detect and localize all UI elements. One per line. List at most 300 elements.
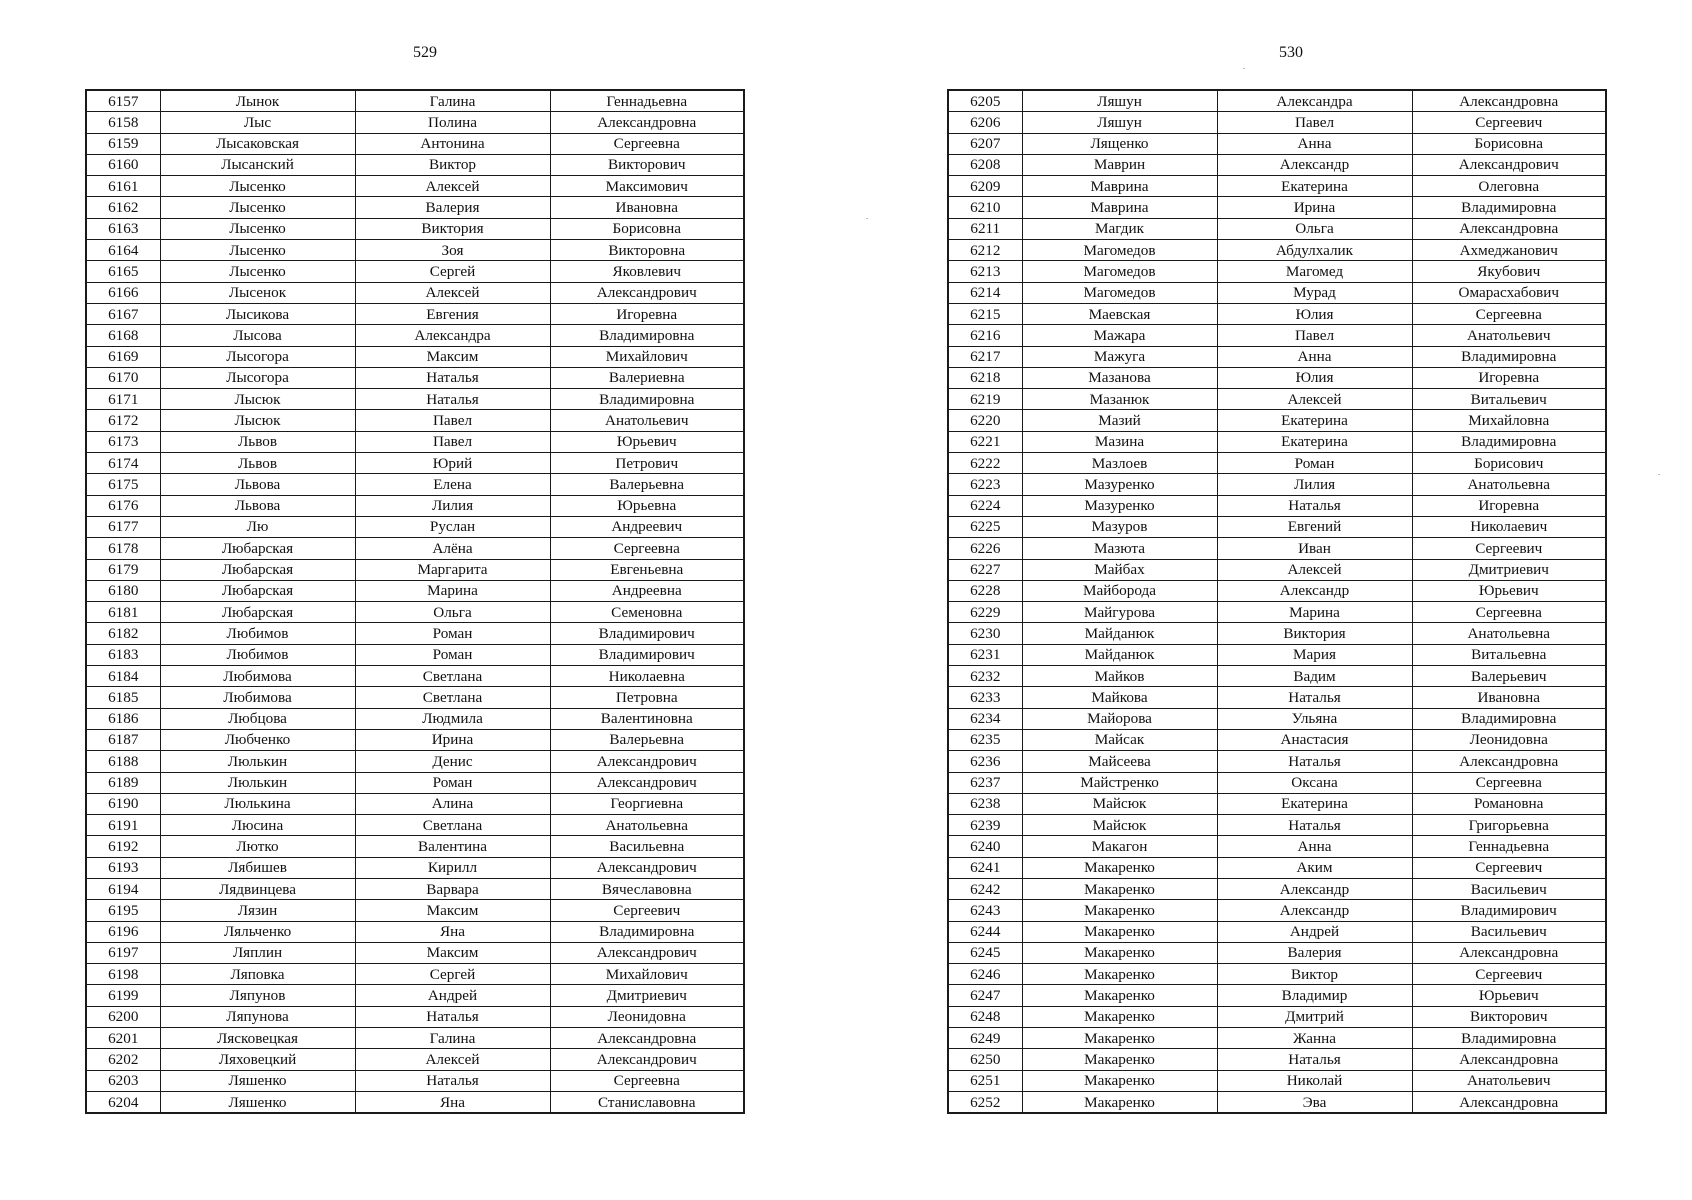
table-row xyxy=(948,815,1606,836)
patronymic-cell: Игоревна xyxy=(550,303,744,324)
last-name-cell: Лысикова xyxy=(160,303,355,324)
first-name-cell: Лилия xyxy=(1217,474,1412,495)
last-name-cell: Макаренко xyxy=(1022,1091,1217,1113)
patronymic-cell: Яковлевич xyxy=(550,261,744,282)
last-name-cell: Лябишев xyxy=(160,857,355,878)
patronymic-cell: Сергеевна xyxy=(550,538,744,559)
page-number-left: 529 xyxy=(413,44,437,61)
record-number-cell: 6219 xyxy=(948,389,1022,410)
patronymic-cell: Александровна xyxy=(1412,218,1606,239)
record-number-cell: 6249 xyxy=(948,1028,1022,1049)
first-name-cell: Яна xyxy=(355,1091,550,1113)
first-name-cell: Лилия xyxy=(355,495,550,516)
patronymic-cell: Петровна xyxy=(550,687,744,708)
table-row xyxy=(948,282,1606,303)
table-row xyxy=(948,644,1606,665)
table-row xyxy=(86,942,744,963)
record-number-cell: 6247 xyxy=(948,985,1022,1006)
last-name-cell: Любченко xyxy=(160,729,355,750)
first-name-cell: Сергей xyxy=(355,964,550,985)
patronymic-cell: Семеновна xyxy=(550,602,744,623)
patronymic-cell: Андреевна xyxy=(550,580,744,601)
record-number-cell: 6170 xyxy=(86,367,160,388)
last-name-cell: Ляховецкий xyxy=(160,1049,355,1070)
record-number-cell: 6242 xyxy=(948,878,1022,899)
table-row xyxy=(948,751,1606,772)
first-name-cell: Алексей xyxy=(1217,389,1412,410)
table-row xyxy=(86,431,744,452)
table-row xyxy=(86,751,744,772)
first-name-cell: Максим xyxy=(355,900,550,921)
last-name-cell: Лысенко xyxy=(160,218,355,239)
first-name-cell: Наталья xyxy=(355,389,550,410)
patronymic-cell: Витальевна xyxy=(1412,644,1606,665)
table-row xyxy=(948,921,1606,942)
patronymic-cell: Владимировна xyxy=(1412,708,1606,729)
patronymic-cell: Владимирович xyxy=(1412,900,1606,921)
first-name-cell: Ульяна xyxy=(1217,708,1412,729)
record-number-cell: 6186 xyxy=(86,708,160,729)
record-number-cell: 6179 xyxy=(86,559,160,580)
record-number-cell: 6246 xyxy=(948,964,1022,985)
table-row xyxy=(86,240,744,261)
patronymic-cell: Сергеевна xyxy=(550,133,744,154)
patronymic-cell: Викторович xyxy=(550,154,744,175)
first-name-cell: Наталья xyxy=(355,367,550,388)
table-row xyxy=(86,367,744,388)
table-row xyxy=(948,836,1606,857)
patronymic-cell: Александровна xyxy=(1412,1049,1606,1070)
record-number-cell: 6234 xyxy=(948,708,1022,729)
last-name-cell: Лысова xyxy=(160,325,355,346)
record-number-cell: 6202 xyxy=(86,1049,160,1070)
first-name-cell: Наталья xyxy=(355,1006,550,1027)
patronymic-cell: Сергеевна xyxy=(1412,602,1606,623)
first-name-cell: Павел xyxy=(1217,325,1412,346)
table-row xyxy=(948,1070,1606,1091)
first-name-cell: Валерия xyxy=(1217,942,1412,963)
record-number-cell: 6237 xyxy=(948,772,1022,793)
table-row xyxy=(948,772,1606,793)
record-number-cell: 6166 xyxy=(86,282,160,303)
patronymic-cell: Дмитриевич xyxy=(1412,559,1606,580)
table-row xyxy=(948,900,1606,921)
record-number-cell: 6167 xyxy=(86,303,160,324)
table-row xyxy=(948,1028,1606,1049)
first-name-cell: Виктор xyxy=(355,154,550,175)
last-name-cell: Любцова xyxy=(160,708,355,729)
patronymic-cell: Васильевна xyxy=(550,836,744,857)
record-number-cell: 6229 xyxy=(948,602,1022,623)
first-name-cell: Алексей xyxy=(1217,559,1412,580)
first-name-cell: Екатерина xyxy=(1217,793,1412,814)
record-number-cell: 6159 xyxy=(86,133,160,154)
table-row xyxy=(948,346,1606,367)
record-number-cell: 6162 xyxy=(86,197,160,218)
last-name-cell: Лынок xyxy=(160,90,355,112)
record-number-cell: 6188 xyxy=(86,751,160,772)
first-name-cell: Маргарита xyxy=(355,559,550,580)
patronymic-cell: Васильевич xyxy=(1412,921,1606,942)
patronymic-cell: Владимировна xyxy=(550,389,744,410)
last-name-cell: Макаренко xyxy=(1022,900,1217,921)
first-name-cell: Александра xyxy=(1217,90,1412,112)
record-number-cell: 6252 xyxy=(948,1091,1022,1113)
record-number-cell: 6168 xyxy=(86,325,160,346)
last-name-cell: Майданюк xyxy=(1022,644,1217,665)
first-name-cell: Антонина xyxy=(355,133,550,154)
table-row xyxy=(86,516,744,537)
last-name-cell: Магомедов xyxy=(1022,282,1217,303)
record-number-cell: 6194 xyxy=(86,878,160,899)
last-name-cell: Майбах xyxy=(1022,559,1217,580)
patronymic-cell: Анатольевич xyxy=(1412,325,1606,346)
record-number-cell: 6217 xyxy=(948,346,1022,367)
first-name-cell: Мария xyxy=(1217,644,1412,665)
first-name-cell: Полина xyxy=(355,112,550,133)
table-row xyxy=(948,176,1606,197)
table-row xyxy=(86,985,744,1006)
last-name-cell: Майборода xyxy=(1022,580,1217,601)
last-name-cell: Лютко xyxy=(160,836,355,857)
table-row xyxy=(948,218,1606,239)
first-name-cell: Алёна xyxy=(355,538,550,559)
record-number-cell: 6173 xyxy=(86,431,160,452)
table-row xyxy=(86,261,744,282)
patronymic-cell: Сергеевич xyxy=(1412,964,1606,985)
patronymic-cell: Григорьевна xyxy=(1412,815,1606,836)
last-name-cell: Львов xyxy=(160,453,355,474)
table-row xyxy=(86,176,744,197)
first-name-cell: Магомед xyxy=(1217,261,1412,282)
record-number-cell: 6177 xyxy=(86,516,160,537)
record-number-cell: 6191 xyxy=(86,815,160,836)
patronymic-cell: Александровна xyxy=(1412,1091,1606,1113)
last-name-cell: Любимов xyxy=(160,623,355,644)
table-row xyxy=(948,1006,1606,1027)
last-name-cell: Ляшенко xyxy=(160,1091,355,1113)
patronymic-cell: Сергеевна xyxy=(550,1070,744,1091)
table-row xyxy=(948,516,1606,537)
patronymic-cell: Борисовна xyxy=(550,218,744,239)
first-name-cell: Галина xyxy=(355,1028,550,1049)
last-name-cell: Ляпунова xyxy=(160,1006,355,1027)
record-number-cell: 6227 xyxy=(948,559,1022,580)
last-name-cell: Ляльченко xyxy=(160,921,355,942)
scan-speck xyxy=(866,218,868,219)
record-number-cell: 6251 xyxy=(948,1070,1022,1091)
patronymic-cell: Анатольевна xyxy=(1412,474,1606,495)
table-row xyxy=(86,602,744,623)
table-row xyxy=(86,538,744,559)
last-name-cell: Макаренко xyxy=(1022,921,1217,942)
first-name-cell: Ирина xyxy=(1217,197,1412,218)
table-row xyxy=(86,90,744,112)
table-row xyxy=(86,410,744,431)
table-row xyxy=(948,729,1606,750)
first-name-cell: Наталья xyxy=(1217,495,1412,516)
patronymic-cell: Михайлович xyxy=(550,346,744,367)
first-name-cell: Александр xyxy=(1217,154,1412,175)
first-name-cell: Марина xyxy=(1217,602,1412,623)
last-name-cell: Любарская xyxy=(160,580,355,601)
patronymic-cell: Николаевна xyxy=(550,666,744,687)
first-name-cell: Алексей xyxy=(355,1049,550,1070)
patronymic-cell: Александрович xyxy=(1412,154,1606,175)
record-number-cell: 6185 xyxy=(86,687,160,708)
patronymic-cell: Валерьевна xyxy=(550,474,744,495)
record-number-cell: 6198 xyxy=(86,964,160,985)
record-number-cell: 6164 xyxy=(86,240,160,261)
table-row xyxy=(86,495,744,516)
table-row xyxy=(948,580,1606,601)
table-row xyxy=(948,687,1606,708)
patronymic-cell: Валерьевна xyxy=(550,729,744,750)
table-row xyxy=(86,303,744,324)
table-row xyxy=(86,1006,744,1027)
record-number-cell: 6230 xyxy=(948,623,1022,644)
last-name-cell: Майсак xyxy=(1022,729,1217,750)
first-name-cell: Иван xyxy=(1217,538,1412,559)
patronymic-cell: Якубович xyxy=(1412,261,1606,282)
table-row xyxy=(948,197,1606,218)
last-name-cell: Люлькина xyxy=(160,793,355,814)
table-row xyxy=(948,623,1606,644)
patronymic-cell: Олеговна xyxy=(1412,176,1606,197)
patronymic-cell: Борисович xyxy=(1412,453,1606,474)
record-number-cell: 6193 xyxy=(86,857,160,878)
patronymic-cell: Александровна xyxy=(1412,942,1606,963)
patronymic-cell: Валерьевич xyxy=(1412,666,1606,687)
table-row xyxy=(86,964,744,985)
table-row xyxy=(86,708,744,729)
table-row xyxy=(86,900,744,921)
last-name-cell: Майсеева xyxy=(1022,751,1217,772)
first-name-cell: Виктор xyxy=(1217,964,1412,985)
patronymic-cell: Ивановна xyxy=(550,197,744,218)
record-number-cell: 6231 xyxy=(948,644,1022,665)
patronymic-cell: Викторовна xyxy=(550,240,744,261)
record-number-cell: 6210 xyxy=(948,197,1022,218)
last-name-cell: Ляшун xyxy=(1022,112,1217,133)
patronymic-cell: Андреевич xyxy=(550,516,744,537)
last-name-cell: Майорова xyxy=(1022,708,1217,729)
record-number-cell: 6239 xyxy=(948,815,1022,836)
record-number-cell: 6204 xyxy=(86,1091,160,1113)
record-number-cell: 6228 xyxy=(948,580,1022,601)
last-name-cell: Ляшенко xyxy=(160,1070,355,1091)
first-name-cell: Анна xyxy=(1217,346,1412,367)
first-name-cell: Роман xyxy=(355,772,550,793)
first-name-cell: Аким xyxy=(1217,857,1412,878)
first-name-cell: Валентина xyxy=(355,836,550,857)
first-name-cell: Анна xyxy=(1217,133,1412,154)
record-number-cell: 6187 xyxy=(86,729,160,750)
patronymic-cell: Ахмеджанович xyxy=(1412,240,1606,261)
patronymic-cell: Михайловна xyxy=(1412,410,1606,431)
roster-table-right xyxy=(947,89,1607,1114)
first-name-cell: Светлана xyxy=(355,687,550,708)
table-row xyxy=(86,857,744,878)
patronymic-cell: Анатольевна xyxy=(1412,623,1606,644)
table-row xyxy=(948,240,1606,261)
record-number-cell: 6240 xyxy=(948,836,1022,857)
table-row xyxy=(86,921,744,942)
record-number-cell: 6207 xyxy=(948,133,1022,154)
table-row xyxy=(948,112,1606,133)
first-name-cell: Людмила xyxy=(355,708,550,729)
table-row xyxy=(948,602,1606,623)
first-name-cell: Яна xyxy=(355,921,550,942)
patronymic-cell: Владимирович xyxy=(550,623,744,644)
patronymic-cell: Александрович xyxy=(550,1049,744,1070)
table-row xyxy=(86,218,744,239)
last-name-cell: Львов xyxy=(160,431,355,452)
table-row xyxy=(86,1028,744,1049)
last-name-cell: Магдик xyxy=(1022,218,1217,239)
last-name-cell: Маврина xyxy=(1022,176,1217,197)
last-name-cell: Ляповка xyxy=(160,964,355,985)
patronymic-cell: Ивановна xyxy=(1412,687,1606,708)
patronymic-cell: Владимировна xyxy=(1412,1028,1606,1049)
last-name-cell: Лязин xyxy=(160,900,355,921)
first-name-cell: Марина xyxy=(355,580,550,601)
patronymic-cell: Владимирович xyxy=(550,644,744,665)
first-name-cell: Анна xyxy=(1217,836,1412,857)
first-name-cell: Зоя xyxy=(355,240,550,261)
last-name-cell: Любимов xyxy=(160,644,355,665)
patronymic-cell: Анатольевич xyxy=(1412,1070,1606,1091)
last-name-cell: Лысенок xyxy=(160,282,355,303)
first-name-cell: Руслан xyxy=(355,516,550,537)
table-row xyxy=(948,453,1606,474)
first-name-cell: Сергей xyxy=(355,261,550,282)
patronymic-cell: Геннадьевна xyxy=(550,90,744,112)
first-name-cell: Роман xyxy=(355,623,550,644)
first-name-cell: Светлана xyxy=(355,666,550,687)
table-row xyxy=(86,197,744,218)
record-number-cell: 6235 xyxy=(948,729,1022,750)
patronymic-cell: Максимович xyxy=(550,176,744,197)
patronymic-cell: Александрович xyxy=(550,282,744,303)
last-name-cell: Люлькин xyxy=(160,772,355,793)
patronymic-cell: Сергеевич xyxy=(550,900,744,921)
last-name-cell: Лысюк xyxy=(160,389,355,410)
record-number-cell: 6184 xyxy=(86,666,160,687)
first-name-cell: Алина xyxy=(355,793,550,814)
first-name-cell: Павел xyxy=(355,410,550,431)
first-name-cell: Валерия xyxy=(355,197,550,218)
table-row xyxy=(948,431,1606,452)
table-row xyxy=(948,985,1606,1006)
last-name-cell: Ляпунов xyxy=(160,985,355,1006)
first-name-cell: Юлия xyxy=(1217,303,1412,324)
record-number-cell: 6181 xyxy=(86,602,160,623)
patronymic-cell: Васильевич xyxy=(1412,878,1606,899)
record-number-cell: 6221 xyxy=(948,431,1022,452)
patronymic-cell: Валериевна xyxy=(550,367,744,388)
first-name-cell: Юрий xyxy=(355,453,550,474)
table-row xyxy=(948,942,1606,963)
first-name-cell: Екатерина xyxy=(1217,431,1412,452)
record-number-cell: 6236 xyxy=(948,751,1022,772)
first-name-cell: Алексей xyxy=(355,282,550,303)
record-number-cell: 6225 xyxy=(948,516,1022,537)
patronymic-cell: Юрьевич xyxy=(1412,580,1606,601)
last-name-cell: Макаренко xyxy=(1022,878,1217,899)
first-name-cell: Эва xyxy=(1217,1091,1412,1113)
record-number-cell: 6212 xyxy=(948,240,1022,261)
patronymic-cell: Петрович xyxy=(550,453,744,474)
table-row xyxy=(948,964,1606,985)
patronymic-cell: Михайлович xyxy=(550,964,744,985)
last-name-cell: Маевская xyxy=(1022,303,1217,324)
record-number-cell: 6213 xyxy=(948,261,1022,282)
last-name-cell: Мазанова xyxy=(1022,367,1217,388)
table-row xyxy=(86,836,744,857)
last-name-cell: Мазина xyxy=(1022,431,1217,452)
last-name-cell: Любимова xyxy=(160,666,355,687)
patronymic-cell: Александровна xyxy=(550,1028,744,1049)
record-number-cell: 6196 xyxy=(86,921,160,942)
patronymic-cell: Викторович xyxy=(1412,1006,1606,1027)
first-name-cell: Ирина xyxy=(355,729,550,750)
record-number-cell: 6216 xyxy=(948,325,1022,346)
last-name-cell: Люлькин xyxy=(160,751,355,772)
last-name-cell: Лясковецкая xyxy=(160,1028,355,1049)
last-name-cell: Лысенко xyxy=(160,240,355,261)
first-name-cell: Александр xyxy=(1217,878,1412,899)
last-name-cell: Мазлоев xyxy=(1022,453,1217,474)
last-name-cell: Лысогора xyxy=(160,367,355,388)
last-name-cell: Майгурова xyxy=(1022,602,1217,623)
record-number-cell: 6218 xyxy=(948,367,1022,388)
record-number-cell: 6206 xyxy=(948,112,1022,133)
first-name-cell: Екатерина xyxy=(1217,176,1412,197)
first-name-cell: Жанна xyxy=(1217,1028,1412,1049)
patronymic-cell: Юрьевич xyxy=(550,431,744,452)
last-name-cell: Мажара xyxy=(1022,325,1217,346)
patronymic-cell: Станиславовна xyxy=(550,1091,744,1113)
patronymic-cell: Игоревна xyxy=(1412,367,1606,388)
first-name-cell: Павел xyxy=(355,431,550,452)
record-number-cell: 6160 xyxy=(86,154,160,175)
record-number-cell: 6211 xyxy=(948,218,1022,239)
record-number-cell: 6178 xyxy=(86,538,160,559)
table-row xyxy=(86,1091,744,1113)
record-number-cell: 6215 xyxy=(948,303,1022,324)
last-name-cell: Люсина xyxy=(160,815,355,836)
table-row xyxy=(86,282,744,303)
patronymic-cell: Валентиновна xyxy=(550,708,744,729)
patronymic-cell: Вячеславовна xyxy=(550,878,744,899)
record-number-cell: 6197 xyxy=(86,942,160,963)
table-row xyxy=(86,325,744,346)
first-name-cell: Андрей xyxy=(1217,921,1412,942)
patronymic-cell: Анатольевич xyxy=(550,410,744,431)
last-name-cell: Майданюк xyxy=(1022,623,1217,644)
last-name-cell: Майков xyxy=(1022,666,1217,687)
record-number-cell: 6199 xyxy=(86,985,160,1006)
last-name-cell: Мазюта xyxy=(1022,538,1217,559)
table-row xyxy=(86,1049,744,1070)
record-number-cell: 6157 xyxy=(86,90,160,112)
last-name-cell: Майстренко xyxy=(1022,772,1217,793)
record-number-cell: 6180 xyxy=(86,580,160,601)
patronymic-cell: Борисовна xyxy=(1412,133,1606,154)
first-name-cell: Галина xyxy=(355,90,550,112)
record-number-cell: 6233 xyxy=(948,687,1022,708)
